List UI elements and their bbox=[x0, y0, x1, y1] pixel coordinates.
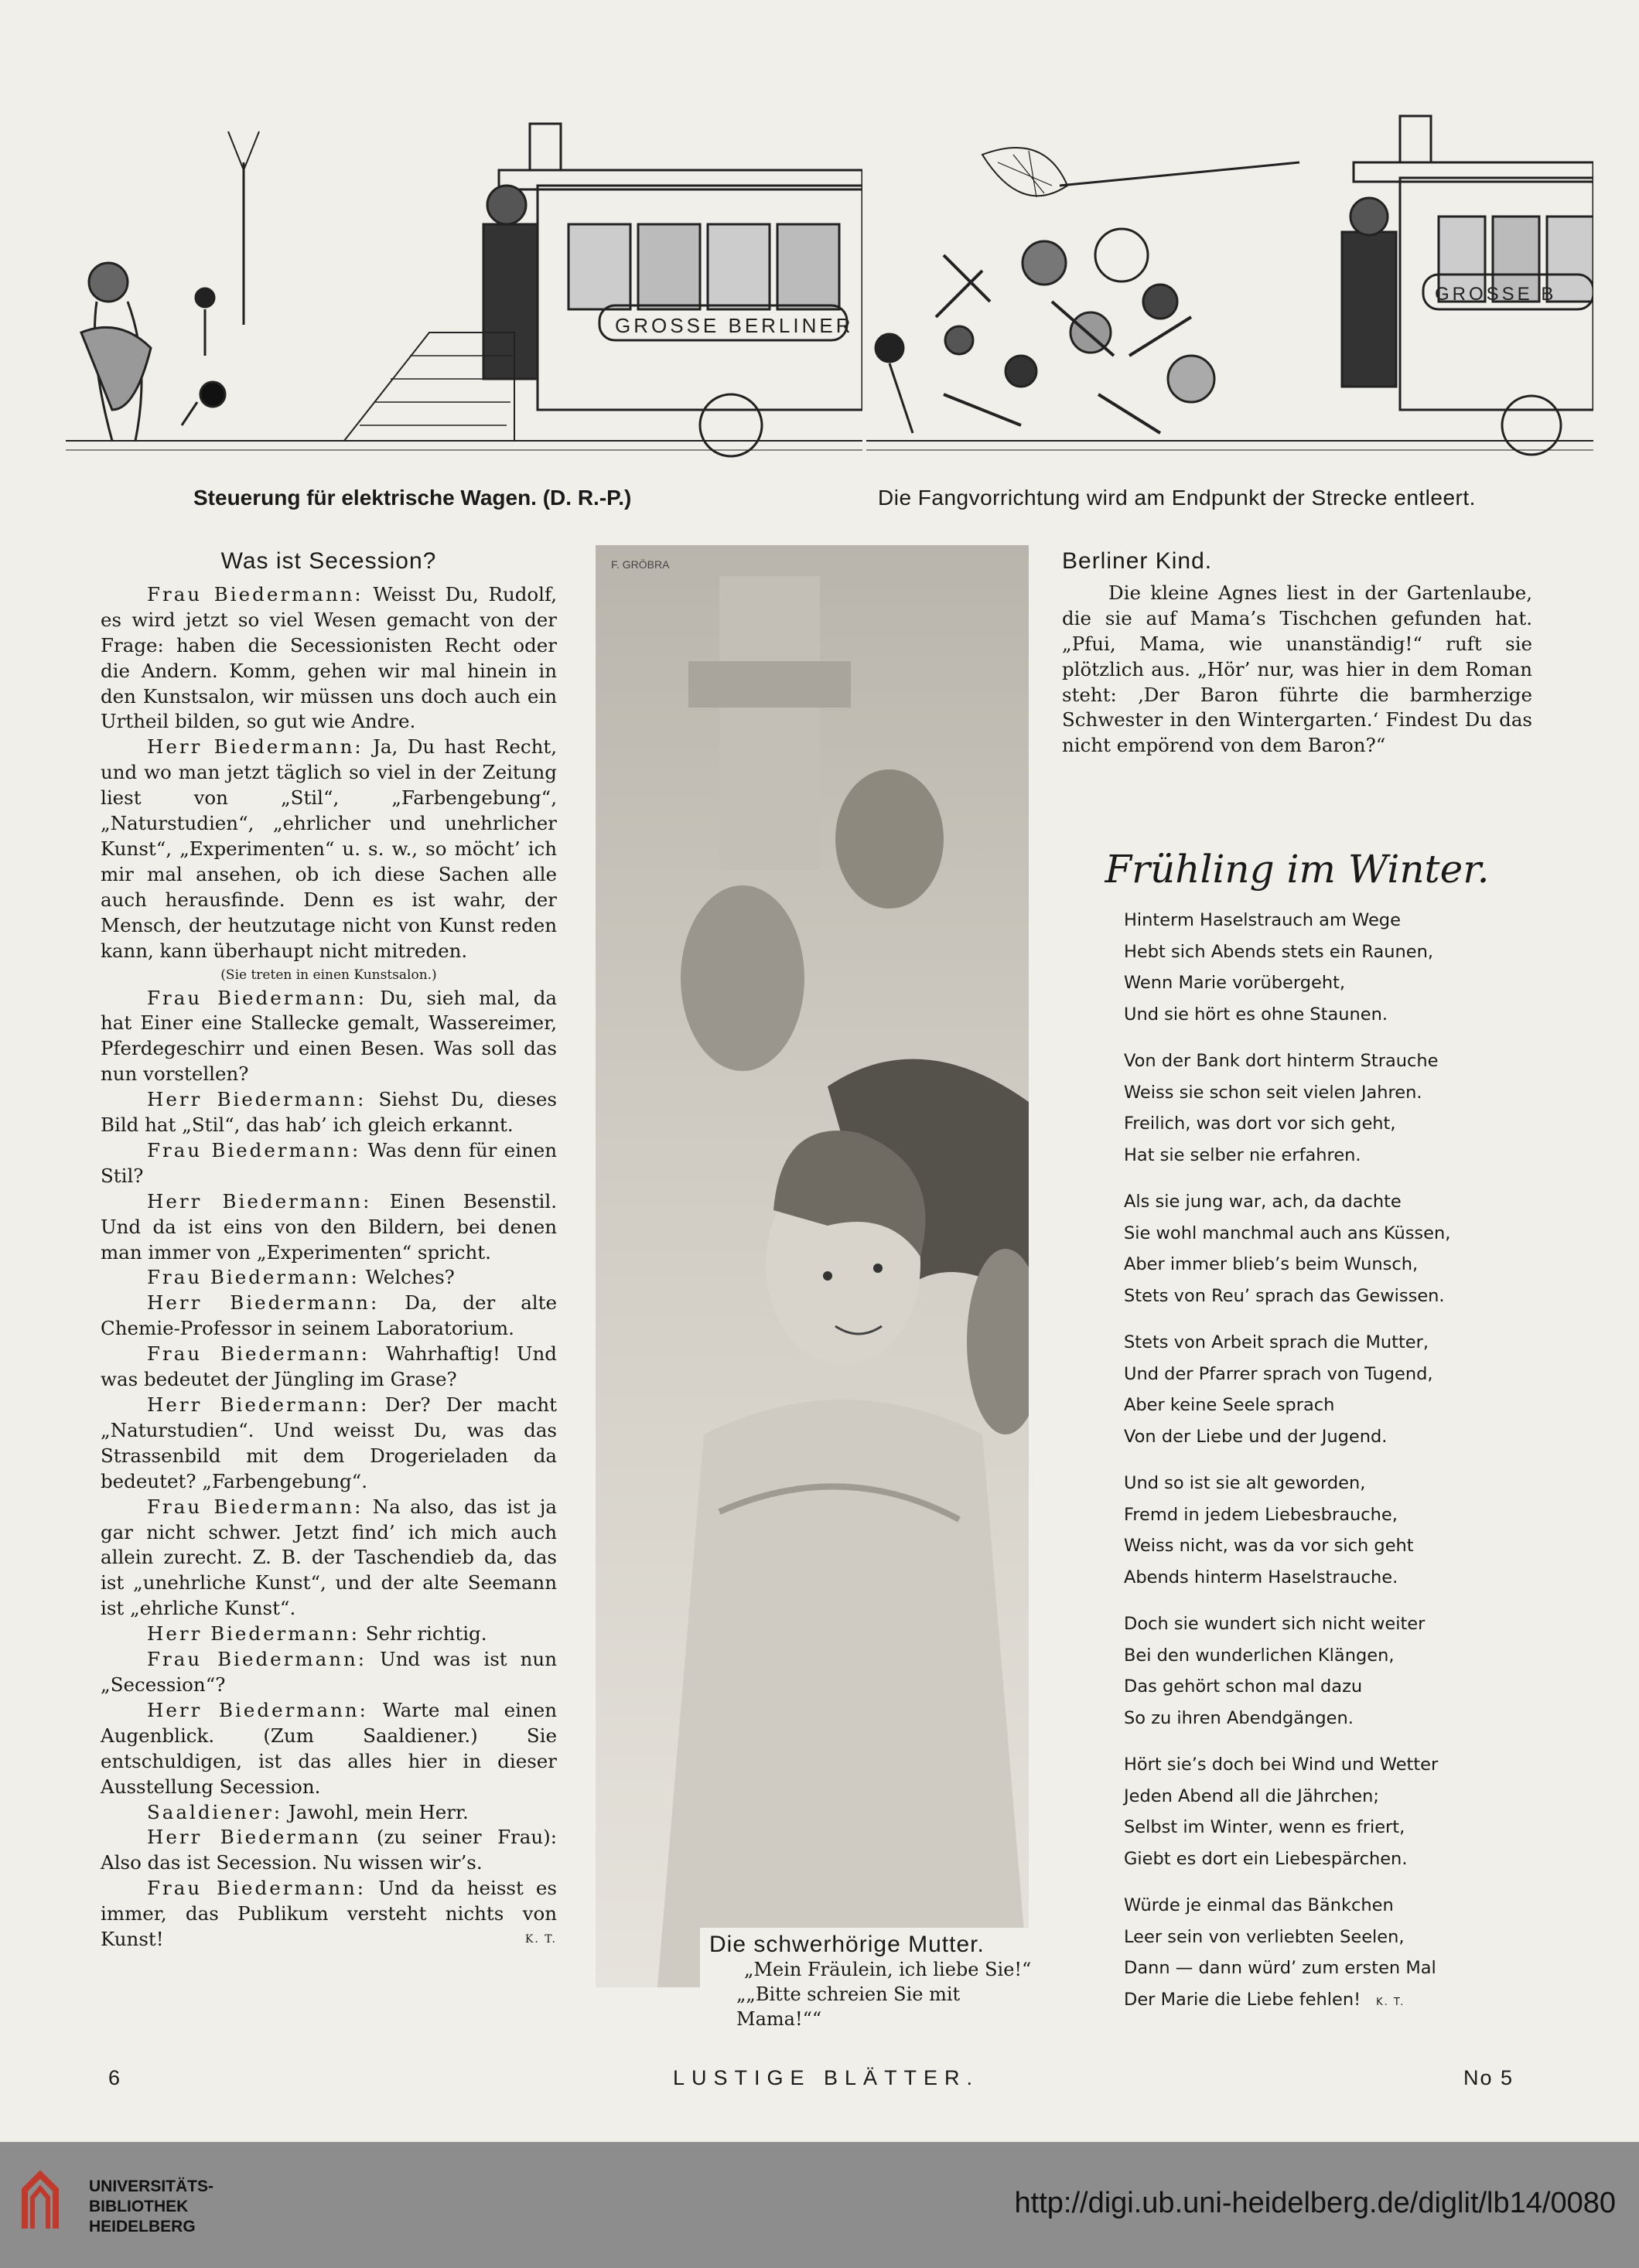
poem-stanza bbox=[1124, 1186, 1557, 1311]
permalink-url[interactable]: http://digi.ub.uni-heidelberg.de/diglit/lb14/0080 bbox=[1014, 2187, 1616, 2219]
poem-line: Und sie hört es ohne Staunen. bbox=[1124, 1004, 1388, 1025]
illustration-caption-line: „Mein Fräulein, ich liebe Sie!“ bbox=[744, 1959, 1032, 1980]
poem-line: Leer sein von verliebten Seelen, bbox=[1124, 1926, 1405, 1947]
dialogue-paragraph: Herr Biedermann (zu seiner Frau): Also das ist Secession. Nu wissen wir’s. bbox=[101, 1826, 557, 1874]
illustration-mother-daughter bbox=[596, 545, 1029, 1987]
poem-line: Wenn Marie vorübergeht, bbox=[1124, 973, 1346, 993]
poem-line: Und so ist sie alt geworden, bbox=[1124, 1473, 1366, 1493]
artist-mark: F. GRÖBRA bbox=[611, 558, 670, 571]
poem-line: Von der Bank dort hinterm Strauche bbox=[1124, 1051, 1439, 1071]
dialogue-paragraph: Herr Biedermann: Siehst Du, dieses Bild hat „Stil“, das hab’ ich gleich erkannt. bbox=[101, 1088, 557, 1137]
poem-line: Weiss nicht, was da vor sich geht bbox=[1124, 1536, 1414, 1556]
illustration-caption bbox=[700, 1928, 1042, 2031]
poem-line: Aber keine Seele sprach bbox=[1124, 1395, 1335, 1415]
poem-line: Weiss sie schon seit vielen Jahren. bbox=[1124, 1082, 1422, 1103]
dialogue-paragraph: Frau Biedermann: Was denn für einen Stil? bbox=[101, 1138, 557, 1187]
dialogue-paragraph: Herr Biedermann: Da, der alte Chemie-Professor in seinem Laboratorium. bbox=[101, 1291, 557, 1340]
poem-line: Würde je einmal das Bänkchen bbox=[1124, 1895, 1394, 1915]
poem-line: Dann — dann würd’ zum ersten Mal bbox=[1124, 1958, 1436, 1978]
dialogue-paragraph: Frau Biedermann: Welches? bbox=[147, 1266, 455, 1289]
poem-line: Von der Liebe und der Jugend. bbox=[1124, 1426, 1388, 1447]
poem-stanza bbox=[1124, 1468, 1557, 1593]
dialogue-paragraph: Herr Biedermann: Einen Besenstil. Und da ist eins von den Bildern, bei denen man immer von „Experimenten“ spricht. bbox=[101, 1189, 557, 1264]
stage-direction: (Sie treten in einen Kunstsalon.) bbox=[220, 967, 437, 983]
poem-stanza bbox=[1124, 905, 1557, 1030]
poem-line: So zu ihren Abendgängen. bbox=[1124, 1707, 1354, 1728]
poem-line: Freilich, was dort vor sich geht, bbox=[1124, 1114, 1396, 1134]
article-text: Die kleine Agnes liest in der Gartenlaube, die sie auf Mama’s Tischchen gefunden hat. „Pfui, Mama, wie unanständig!“ ruft sie plötzlich aus. „Hör’ nur, was hier in dem Roman steht: ‚Der Baron führte die barmherzige Schwester in den Wintergarten.‘ Findest Du das nicht empörend von dem Baron?“ bbox=[1062, 581, 1532, 757]
poem-line: Aber immer blieb’s beim Wunsch, bbox=[1124, 1254, 1419, 1274]
poem-line: Als sie jung war, ach, da dachte bbox=[1124, 1192, 1402, 1212]
university-logo-icon[interactable] bbox=[17, 2167, 65, 2241]
poem-line: Das gehört schon mal dazu bbox=[1124, 1676, 1363, 1697]
tram-drawing-right bbox=[866, 101, 1593, 464]
poem-stanza bbox=[1124, 1890, 1557, 2018]
poem-line: Selbst im Winter, wenn es friert, bbox=[1124, 1817, 1405, 1837]
magazine-title: LUSTIGE BLÄTTER. bbox=[673, 2066, 980, 2089]
viewer-footer-bar bbox=[0, 2142, 1639, 2268]
dialogue-paragraph: Frau Biedermann: Du, sieh mal, da hat Einer eine Stallecke gemalt, Wassereimer, Pferdegeschirr und einen Besen. Was soll das nun vorstellen? bbox=[101, 986, 557, 1086]
page-number: 6 bbox=[108, 2066, 121, 2089]
signature: K. T. bbox=[524, 1933, 557, 1946]
poem-line: Hinterm Haselstrauch am Wege bbox=[1124, 910, 1401, 930]
poem-line: Hört sie’s doch bei Wind und Wetter bbox=[1124, 1755, 1439, 1775]
dialogue-paragraph: Frau Biedermann: Und da heisst es immer, das Publikum versteht nichts von Kunst! K. T. bbox=[101, 1876, 557, 1953]
article-title: Was ist Secession? bbox=[220, 548, 437, 574]
tram-drawing-left bbox=[66, 101, 862, 464]
poem-line: Stets von Reu’ sprach das Gewissen. bbox=[1124, 1285, 1445, 1306]
university-logo-text[interactable]: UNIVERSITÄTS- BIBLIOTHEK HEIDELBERG bbox=[89, 2178, 214, 2236]
poem-title: Frühling im Winter. bbox=[1105, 847, 1490, 892]
tram-cartoon-left bbox=[66, 101, 862, 464]
tram-sign-right: GROSSE B bbox=[1435, 284, 1557, 305]
dialogue-paragraph: Herr Biedermann: Ja, Du hast Recht, und wo man jetzt täglich so viel in der Zeitung liest von „Stil“, „Farbengebung“, „Naturstudien“, „ehrlicher und unehrlicher Kunst“, „Experimenten“ u. s. w., so möcht’ ich mir mal ansehen, ob ich diese Sachen alle auch herausfinde. Denn es ist wahr, der Mensch, der heutzutage nicht von Kunst reden kann, kann überhaupt nicht mitreden. bbox=[101, 735, 557, 962]
poem-line: Giebt es dort ein Liebespärchen. bbox=[1124, 1848, 1408, 1869]
poem-line: Sie wohl manchmal auch ans Küssen, bbox=[1124, 1223, 1451, 1243]
poem-line: Doch sie wundert sich nicht weiter bbox=[1124, 1614, 1426, 1634]
poem-stanza bbox=[1124, 1045, 1557, 1171]
poem-stanza bbox=[1124, 1327, 1557, 1452]
dialogue-paragraph: Herr Biedermann: Sehr richtig. bbox=[147, 1622, 487, 1646]
illustration-drawing bbox=[596, 545, 1029, 1987]
poem-line: Der Marie die Liebe fehlen! K. T. bbox=[1124, 1989, 1405, 2010]
poem-line: Hebt sich Abends stets ein Raunen, bbox=[1124, 941, 1434, 962]
dialogue-paragraph: Frau Biedermann: Weisst Du, Rudolf, es wird jetzt so viel Wesen gemacht von der Frage: haben die Secessionisten Recht oder die Andern. Komm, gehen wir mal hinein in den Kunstsalon, wir müssen uns doch auch ein Urtheil bilden, so gut wie Andre. bbox=[101, 582, 557, 733]
article-was-ist-secession bbox=[101, 549, 557, 1953]
article-title: Berliner Kind. bbox=[1062, 548, 1213, 574]
poem-line: Und der Pfarrer sprach von Tugend, bbox=[1124, 1363, 1433, 1384]
poem-line: Hat sie selber nie erfahren. bbox=[1124, 1144, 1361, 1165]
poem-fruehling-im-winter bbox=[1124, 905, 1557, 2034]
poem-line: Bei den wunderlichen Klängen, bbox=[1124, 1645, 1395, 1666]
poem-line: Jeden Abend all die Jährchen; bbox=[1124, 1785, 1379, 1806]
poem-line: Fremd in jedem Liebesbrauche, bbox=[1124, 1504, 1398, 1525]
dialogue-paragraph: Frau Biedermann: Na also, das ist ja gar nicht schwer. Jetzt find’ ich mich auch allein zurecht. Z. B. der Taschendieb da, das ist „unehrliche Kunst“, und der alte Seemann ist „ehrliche Kunst“. bbox=[101, 1495, 558, 1620]
poem-stanza bbox=[1124, 1608, 1557, 1734]
illustration-caption-title: Die schwerhörige Mutter. bbox=[709, 1932, 985, 1957]
dialogue-paragraph: Herr Biedermann: Der? Der macht „Naturstudien“. Und weisst Du, was das Strassenbild mit dem Drogerieladen da bedeutet? „Farbengebung“. bbox=[101, 1393, 557, 1492]
dialogue-paragraph: Saaldiener: Jawohl, mein Herr. bbox=[147, 1800, 469, 1823]
issue-number: No 5 bbox=[1463, 2066, 1514, 2089]
article-berliner-kind bbox=[1062, 549, 1532, 759]
cartoon-caption-left: Steuerung für elektrische Wagen. (D. R.-P.) bbox=[193, 486, 632, 510]
poem-line: Stets von Arbeit sprach die Mutter, bbox=[1124, 1332, 1429, 1352]
poem-line: Abends hinterm Haselstrauche. bbox=[1124, 1567, 1398, 1588]
dialogue-paragraph: Frau Biedermann: Wahrhaftig! Und was bedeutet der Jüngling im Grase? bbox=[101, 1342, 557, 1391]
tram-sign-left: GROSSE BERLINER bbox=[615, 314, 854, 337]
poem-signature: K. T. bbox=[1376, 1996, 1405, 2008]
tram-cartoon-right bbox=[866, 101, 1593, 464]
cartoon-caption-right: Die Fangvorrichtung wird am Endpunkt der Strecke entleert. bbox=[878, 486, 1476, 510]
illustration-caption-line: „„Bitte schreien Sie mit Mama!““ bbox=[736, 1983, 961, 2030]
poem-stanza bbox=[1124, 1749, 1557, 1874]
dialogue-paragraph: Frau Biedermann: Und was ist nun „Secession“? bbox=[101, 1648, 557, 1696]
dialogue-paragraph: Herr Biedermann: Warte mal einen Augenblick. (Zum Saaldiener.) Sie entschuldigen, ist das alles hier in dieser Ausstellung Secession. bbox=[101, 1698, 557, 1798]
